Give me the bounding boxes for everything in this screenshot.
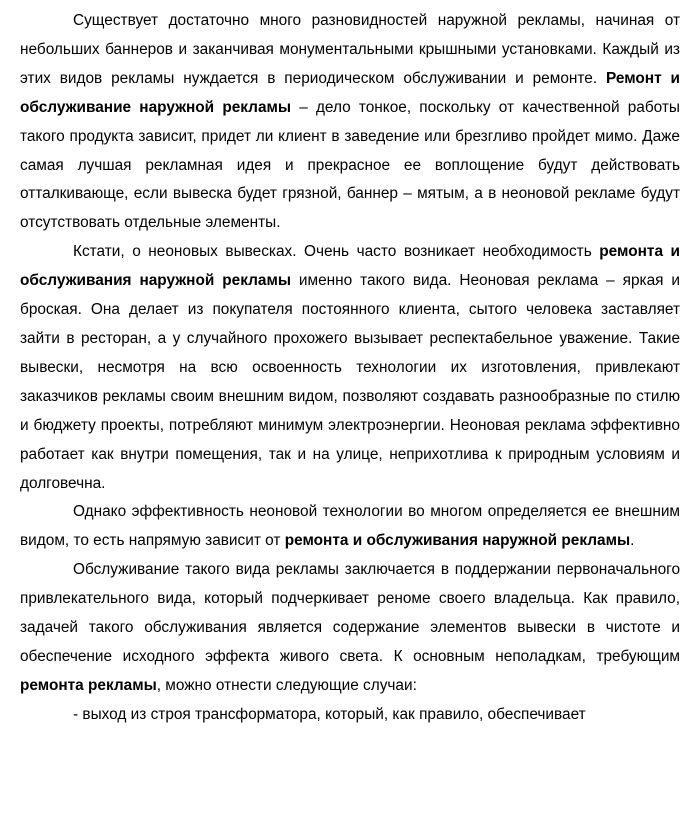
paragraph-neon-text-a: Кстати, о неоновых вывесках. Очень часто возникает необходимость xyxy=(73,243,600,261)
paragraph-service-bold: ремонта рекламы xyxy=(20,676,157,694)
paragraph-efficiency-text-a: Однако эффективность неоновой технологии во многом определяется ее внешним видом, то есть напрямую зависит от xyxy=(20,503,680,550)
paragraph-intro-text-c: – дело тонкое, поскольку от качественной работы такого продукта зависит, придет ли клиент в заведение или брезгливо пройдет мимо. Даже самая лучшая рекламная идея и прекрасное ее воплощение будут действовать отталкивающе, если вывеска будет грязной, баннер – мятым, а в неоновой рекламе будут отсутствовать отдельные элементы. xyxy=(20,98,680,232)
paragraph-intro-text-a: Существует достаточно много разновидностей наружной рекламы, начиная от небольших баннеров и заканчивая монументальными крышными установками. Каждый из этих видов рекламы нуждается в периодическом обслуживании и ремонте. xyxy=(20,12,680,87)
paragraph-neon xyxy=(20,238,680,498)
paragraph-service xyxy=(20,556,680,701)
paragraph-efficiency xyxy=(20,498,680,556)
paragraph-neon-text-c: именно такого вида. Неоновая реклама – яркая и броская. Она делает из покупателя постоянного клиента, сытого человека заставляет зайти в ресторан, а у случайного прохожего вызывает респектабельное уважение. Такие вывески, несмотря на всю освоенность технологии их изготовления, привлекают заказчиков рекламы своим внешним видом, позволяют создавать разнообразные по стилю и бюджету проекты, потребляют минимум электроэнергии. Неоновая реклама эффективно работает как внутри помещения, так и на улице, неприхотлива к природным условиям и долговечна. xyxy=(20,272,681,492)
paragraph-efficiency-bold: ремонта и обслуживания наружной рекламы xyxy=(284,532,631,550)
list-item: - выход из строя трансформатора, который, как правило, обеспечивает xyxy=(73,705,586,723)
paragraph-intro xyxy=(20,7,680,238)
paragraph-efficiency-text-c: . xyxy=(630,532,635,550)
paragraph-neon-bold: ремонта и обслуживания наружной рекламы xyxy=(20,243,680,290)
paragraph-service-text-a: Обслуживание такого вида рекламы заключается в поддержании первоначального привлекательного вида, который подчеркивает реноме своего владельца. Как правило, задачей такого обслуживания является содержание элементов вывески в чистоте и обеспечение исходного эффекта живого света. К основным неполадкам, требующим xyxy=(20,561,680,665)
paragraph-service-text-c: , можно отнести следующие случаи: xyxy=(156,676,417,694)
paragraph-intro-bold: Ремонт и обслуживание наружной рекламы xyxy=(20,69,680,116)
